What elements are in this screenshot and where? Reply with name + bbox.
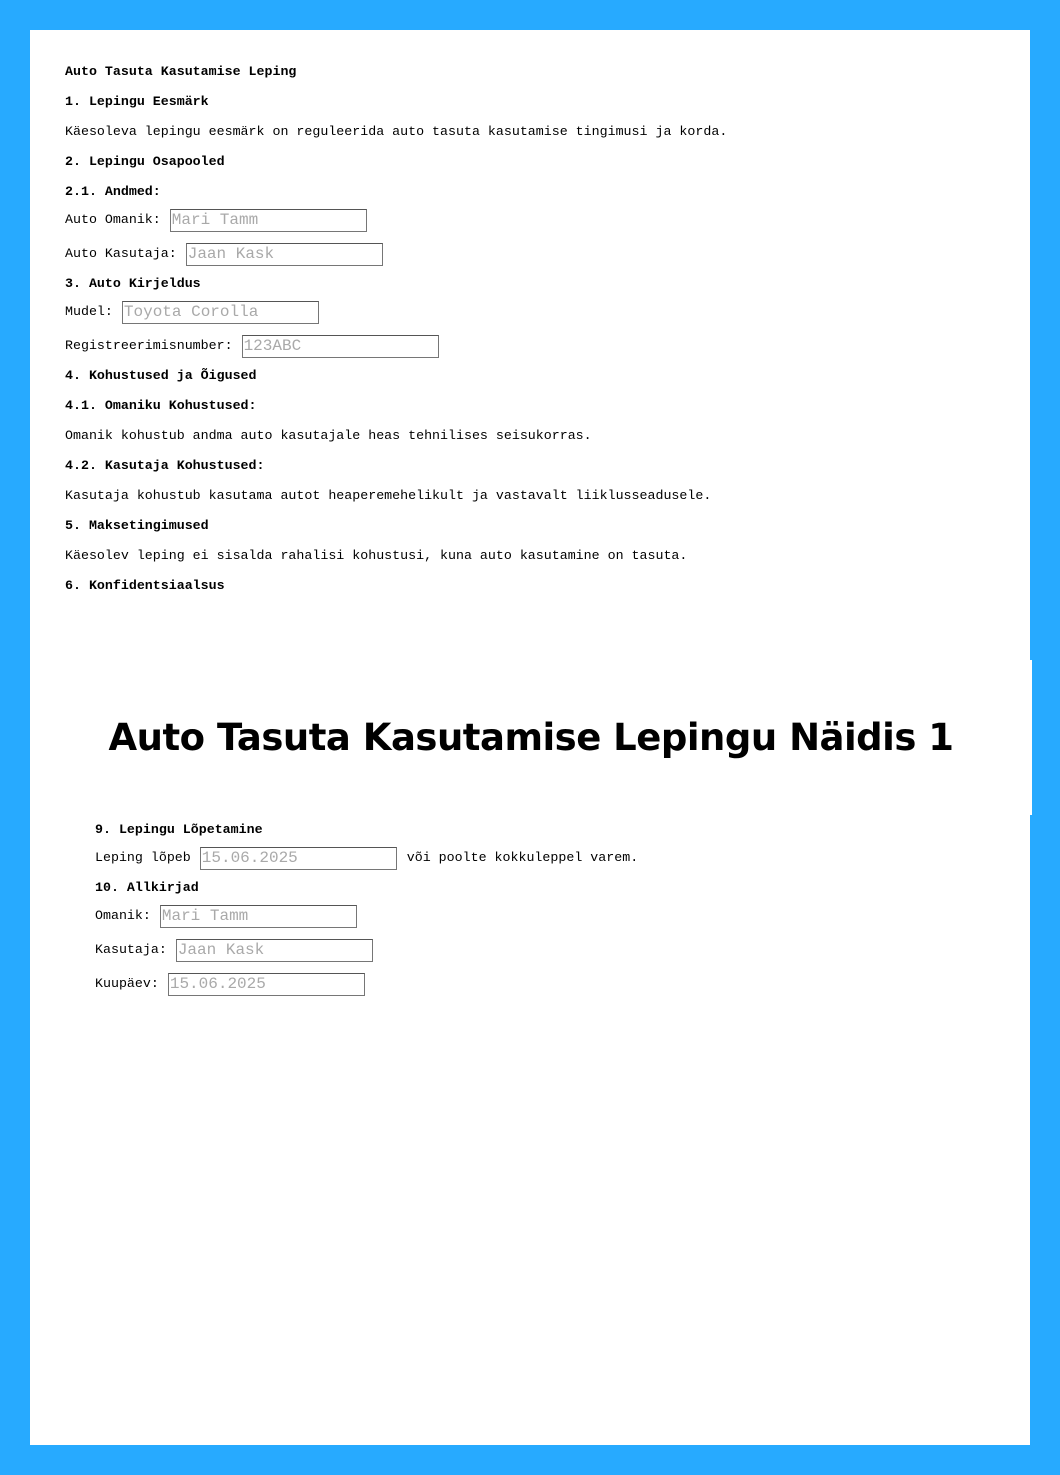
- signature-date-label: Kuupäev:: [95, 976, 159, 991]
- section-2-1-heading: 2.1. Andmed:: [65, 184, 161, 199]
- section-6-heading: 6. Konfidentsiaalsus: [65, 578, 225, 593]
- section-4-1-heading: 4.1. Omaniku Kohustused:: [65, 398, 257, 413]
- section-4-heading: 4. Kohustused ja Õigused: [65, 368, 257, 383]
- owner-field-row: [65, 208, 945, 232]
- document-title: Auto Tasuta Kasutamise Leping: [65, 64, 297, 79]
- section-5-text: Käesolev leping ei sisalda rahalisi kohustusi, kuna auto kasutamine on tasuta.: [65, 548, 688, 563]
- user-label: Auto Kasutaja:: [65, 246, 177, 261]
- signature-owner-input[interactable]: Mari Tamm: [160, 905, 357, 928]
- signature-date-row: [95, 972, 975, 996]
- section-4-2-text: Kasutaja kohustub kasutama autot heaperemehelikult ja vastavalt liiklusseadusele.: [65, 488, 712, 503]
- section-9-heading: 9. Lepingu Lõpetamine: [95, 822, 263, 837]
- section-5-heading: 5. Maksetingimused: [65, 518, 209, 533]
- signature-owner-row: [95, 904, 975, 928]
- registration-label: Registreerimisnumber:: [65, 338, 233, 353]
- section-4-1-text: Omanik kohustub andma auto kasutajale heas tehnilises seisukorras.: [65, 428, 592, 443]
- user-input[interactable]: Jaan Kask: [186, 243, 383, 266]
- section-4-2-heading: 4.2. Kasutaja Kohustused:: [65, 458, 265, 473]
- contract-body-bottom: [95, 822, 975, 1012]
- end-date-input[interactable]: 15.06.2025: [200, 847, 397, 870]
- title-banner: [30, 660, 1032, 815]
- owner-label: Auto Omanik:: [65, 212, 161, 227]
- model-field-row: [65, 300, 945, 324]
- user-field-row: [65, 242, 945, 266]
- registration-field-row: [65, 334, 945, 358]
- banner-title: Auto Tasuta Kasutamise Lepingu Näidis 1: [108, 716, 954, 759]
- end-date-row: [95, 846, 975, 870]
- contract-body-top: [65, 64, 945, 608]
- end-date-after-text: või poolte kokkuleppel varem.: [406, 850, 639, 865]
- model-label: Mudel:: [65, 304, 113, 319]
- signature-user-label: Kasutaja:: [95, 942, 167, 957]
- owner-input[interactable]: Mari Tamm: [170, 209, 367, 232]
- section-1-heading: 1. Lepingu Eesmärk: [65, 94, 209, 109]
- registration-input[interactable]: 123ABC: [242, 335, 439, 358]
- signature-date-input[interactable]: 15.06.2025: [168, 973, 365, 996]
- model-input[interactable]: Toyota Corolla: [122, 301, 319, 324]
- signature-user-input[interactable]: Jaan Kask: [176, 939, 373, 962]
- section-3-heading: 3. Auto Kirjeldus: [65, 276, 201, 291]
- signature-owner-label: Omanik:: [95, 908, 151, 923]
- signature-user-row: [95, 938, 975, 962]
- end-date-before-text: Leping lõpeb: [95, 850, 191, 865]
- section-1-text: Käesoleva lepingu eesmärk on reguleerida auto tasuta kasutamise tingimusi ja korda.: [65, 124, 728, 139]
- section-10-heading: 10. Allkirjad: [95, 880, 199, 895]
- section-2-heading: 2. Lepingu Osapooled: [65, 154, 225, 169]
